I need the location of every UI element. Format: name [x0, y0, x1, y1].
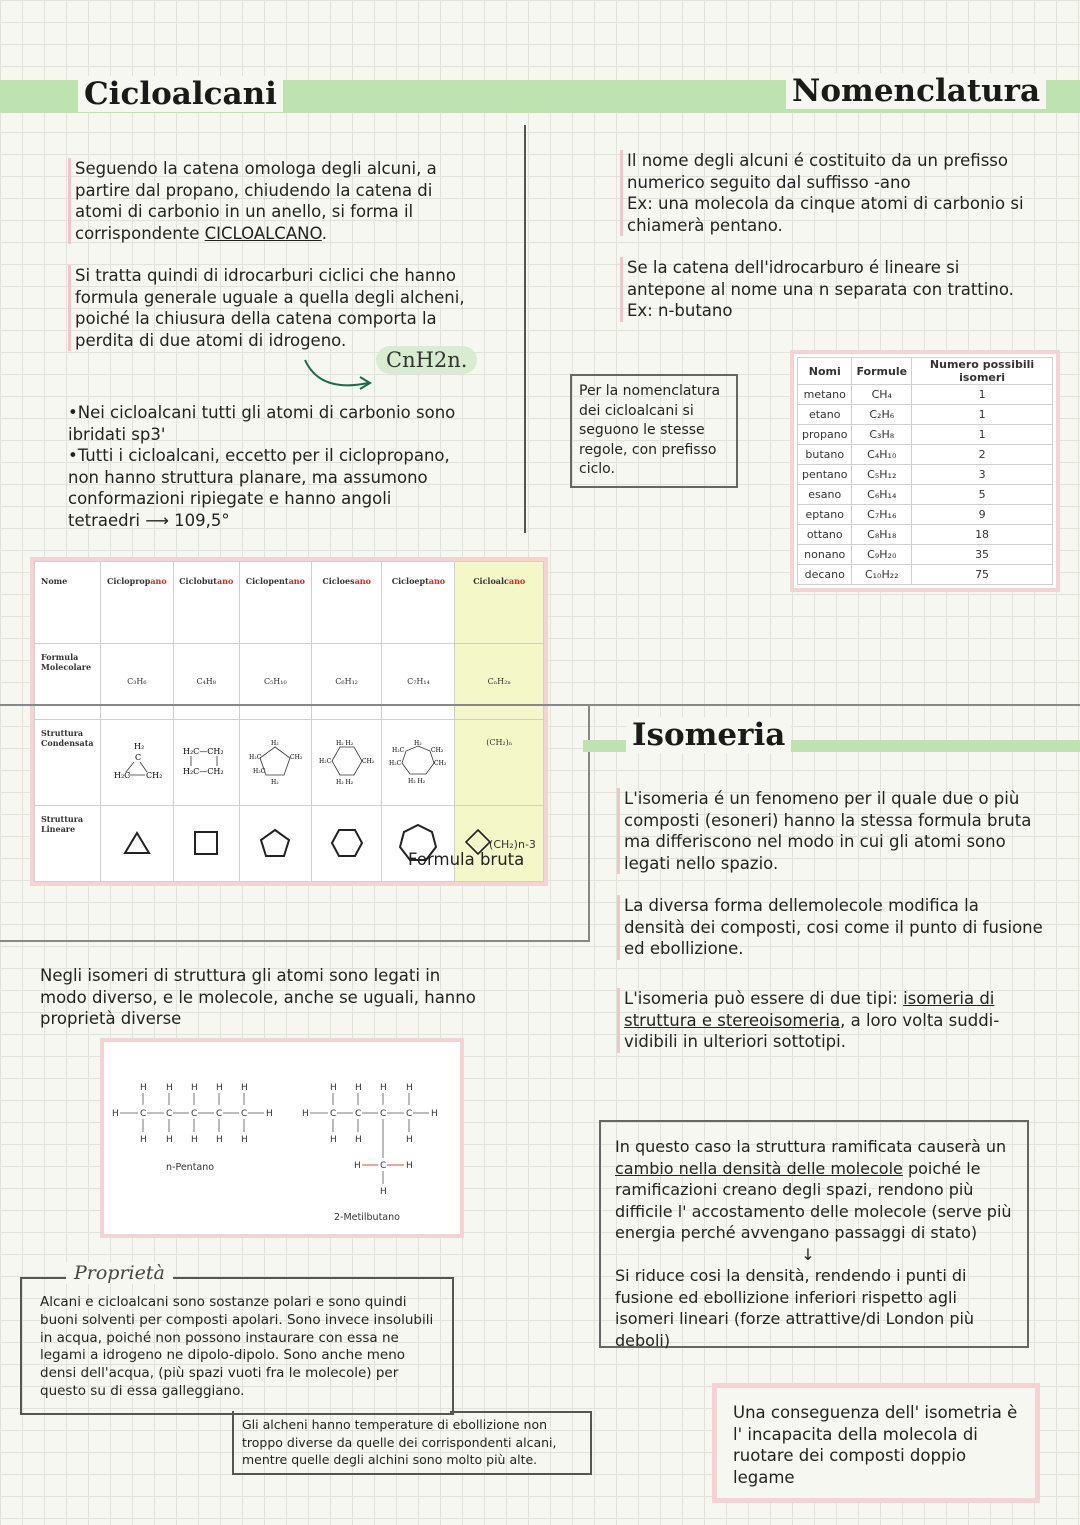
cyclo-name-5: Cicloalcano [455, 562, 544, 644]
alkane-name: propano [798, 425, 852, 445]
isometria-conseguenza-box: Una conseguenza dell' isometria è l' incapacita della molecola di ruotare dei composti doppio legame [712, 1383, 1040, 1503]
cyclo-formula-1: C₄H₈ [173, 644, 239, 720]
cicloalcani-intro [68, 158, 475, 244]
svg-text:H₂: H₂ [271, 778, 279, 786]
isomeria-frame-left [0, 704, 590, 942]
svg-text:H: H [380, 1187, 387, 1197]
cicloalcani-keyword: CICLOALCANO [204, 223, 322, 243]
row-header-formula: Formula Molecolare [35, 644, 101, 720]
isomeria-title: Isomeria [626, 717, 791, 753]
alkane-formula: C₇H₁₆ [852, 505, 912, 525]
svg-text:H₂: H₂ [271, 739, 279, 747]
alkane-isomers: 1 [912, 405, 1053, 425]
alkane-isomers: 2 [912, 445, 1053, 465]
alkane-formula: C₂H₆ [852, 405, 912, 425]
methylbutane-structure [302, 1083, 438, 1197]
svg-text:C: C [134, 752, 141, 762]
isomers-diagram [100, 1038, 464, 1238]
alcheni-text: Gli alcheni hanno temperature di ebollizione non troppo diverse da quelle dei corrispondenti alcani, mentre quelle degli alchini sono molto più alte. [242, 1417, 557, 1467]
svg-text:H: H [216, 1083, 223, 1093]
alkane-formula: C₃H₈ [852, 425, 912, 445]
alkane-isomers: 3 [912, 465, 1053, 485]
alkane-row [798, 465, 1053, 485]
svg-text:H₂C—CH₂: H₂C—CH₂ [183, 766, 224, 776]
svg-text:H: H [406, 1135, 413, 1145]
alkane-name: esano [798, 485, 852, 505]
svg-text:C: C [330, 1109, 337, 1119]
svg-text:H₂ H₂: H₂ H₂ [408, 777, 426, 785]
alkane-formula: C₁₀H₂₂ [852, 565, 912, 585]
cicloalcani-title: Cicloalcani [78, 76, 283, 112]
svg-text:CH₂: CH₂ [145, 770, 162, 780]
svg-text:C: C [406, 1109, 413, 1119]
isomeria-p2: La diversa forma dellemolecole modifica la densità dei composti, cosi come il punto di fusione ed ebollizione. [617, 895, 1044, 960]
svg-text:H: H [431, 1109, 438, 1119]
alkane-formula: C₆H₁₄ [852, 485, 912, 505]
cyclo-name-1: Ciclobutano [173, 562, 239, 644]
nomenclatura-p1: Il nome degli alcuni é costituito da un prefisso numerico seguito dal suffisso -ano [627, 151, 1008, 192]
svg-text:H: H [140, 1083, 147, 1093]
svg-text:C: C [355, 1109, 362, 1119]
col-header-nomi: Nomi [798, 358, 852, 385]
linear-general-label: (CH₂)n-3 [489, 838, 536, 851]
svg-text:CH₂: CH₂ [361, 757, 374, 765]
cyclo-formula-5: CₙH₂ₙ [455, 644, 544, 720]
svg-text:H: H [166, 1135, 173, 1145]
svg-text:H: H [241, 1135, 248, 1145]
alkane-row [798, 545, 1053, 565]
nomenclatura-p1-block [620, 150, 1027, 236]
alkane-row [798, 505, 1053, 525]
svg-text:C: C [216, 1109, 223, 1119]
alkane-name: etano [798, 405, 852, 425]
density-link: cambio nella densità delle molecole [615, 1158, 903, 1178]
proprieta-title: Proprietà [66, 1262, 173, 1284]
svg-text:H₂C: H₂C [389, 759, 402, 767]
cyclo-name-0: Ciclopropano [101, 562, 174, 644]
svg-text:H: H [330, 1135, 337, 1145]
svg-text:H₂C: H₂C [113, 770, 131, 780]
row-header-condensata: Struttura Condensata [35, 720, 101, 806]
cyclo-formula-3: C₆H₁₂ [311, 644, 382, 720]
col-header-formule: Formule [852, 358, 912, 385]
alkane-isomers: 1 [912, 425, 1053, 445]
svg-text:C: C [166, 1109, 173, 1119]
proprieta-text: Alcani e cicloalcani sono sostanze polari e sono quindi buoni solventi per composti apolari. Sono invece insolubili in acqua, poiché non possono instaurare con essa ne legami a idrogeno ne dipolo-dipolo. Sono anche meno densi dell'acqua, (più spazi vuoti fra le molecole) per questo su di essa galleggiano. [40, 1294, 434, 1399]
alkane-name: nonano [798, 545, 852, 565]
svg-text:H: H [216, 1135, 223, 1145]
svg-text:H: H [354, 1161, 361, 1171]
nomenclatura-cyclo-box: Per la nomenclatura dei cicloalcani si seguono le stesse regole, con prefisso ciclo. [570, 374, 738, 488]
alkane-isomers: 18 [912, 525, 1053, 545]
svg-text:C: C [380, 1109, 387, 1119]
svg-text:H: H [302, 1109, 309, 1119]
nomenclatura-p2-block [620, 257, 1027, 322]
cicloalcani-p1-end: . [321, 223, 328, 243]
svg-text:H₂ H₂: H₂ H₂ [335, 739, 353, 747]
cicloalcani-bullet-1: •Nei cicloalcani tutti gli atomi di carbonio sono ibridati sp3' [68, 403, 456, 444]
n-pentane-structure [112, 1083, 273, 1145]
cyclo-name-4: Cicloeptano [382, 562, 455, 644]
curved-arrow-icon [300, 355, 380, 395]
methylbutane-label: 2-Metilbutano [334, 1212, 400, 1223]
ramificata-start: In questo caso la struttura ramificata causerà un [615, 1137, 1007, 1156]
alkane-row [798, 485, 1053, 505]
cyclo-name-2: Ciclopentano [239, 562, 311, 644]
isomeria-p3-end: , a loro volta suddi-vidibili in ulteriori sottotipi. [624, 1010, 1000, 1051]
svg-text:H: H [191, 1135, 198, 1145]
nomenclatura-p2: Se la catena dell'idrocarburo é lineare si antepone al nome una n separata con trattino. [627, 258, 1014, 299]
alkane-name: eptano [798, 505, 852, 525]
isomeria-frame-top [588, 704, 1080, 706]
column-divider [524, 125, 526, 533]
svg-text:H₂ H₂: H₂ H₂ [335, 778, 353, 786]
nomenclatura-title: Nomenclatura [786, 73, 1046, 109]
alkane-isomers: 75 [912, 565, 1053, 585]
svg-text:H₂: H₂ [133, 741, 145, 751]
alkane-name: pentano [798, 465, 852, 485]
alkane-name: metano [798, 385, 852, 405]
alkane-row [798, 445, 1053, 465]
nomenclatura-p2b: Ex: n-butano [627, 301, 733, 320]
alkane-row [798, 425, 1053, 445]
alcheni-box-top [450, 1411, 590, 1413]
ramificata-mid: poiché le ramificazioni creano degli spazi, rendono più difficile l' accostamento delle molecole (serve più energia perché avvengano passaggi di stato) [615, 1158, 1012, 1242]
alkane-formula: C₉H₂₀ [852, 545, 912, 565]
isomeria-p1: L'isomeria é un fenomeno per il quale due o più composti (esoneri) hanno la stessa formula bruta ma differiscono nel modo in cui gli atomi sono legati nello spazio. [617, 788, 1044, 874]
svg-text:H: H [166, 1083, 173, 1093]
alkane-row [798, 565, 1053, 585]
svg-text:H₂C: H₂C [253, 767, 266, 775]
row-header-lineare: Struttura Lineare [35, 806, 101, 882]
alkane-isomers: 5 [912, 485, 1053, 505]
svg-text:H₂C: H₂C [392, 746, 405, 754]
svg-text:C: C [191, 1109, 198, 1119]
svg-text:H₂C: H₂C [249, 753, 262, 761]
svg-text:H₂C—CH₂: H₂C—CH₂ [183, 746, 224, 756]
alkane-formula: C₄H₁₀ [852, 445, 912, 465]
isomeria-p3-start: L'isomeria può essere di due tipi: [624, 989, 898, 1008]
svg-text:H: H [406, 1161, 413, 1171]
structural-isomers-text: Negli isomeri di struttura gli atomi sono legati in modo diverso, e le molecole, anche se uguali, hanno proprietà diverse [40, 966, 476, 1028]
cicloalcani-p1: Seguendo la catena omologa degli alcuni, a partire dal propano, chiudendo la catena di atomi di carbonio in un anello, si forma il corrispondente [75, 159, 437, 243]
svg-text:CH₂: CH₂ [434, 759, 447, 767]
svg-text:H₂: H₂ [414, 739, 423, 747]
cicloalcani-p2: Si tratta quindi di idrocarburi ciclici che hanno formula generale uguale a quella degli alcheni, poiché la chiusura della catena comporta la perdita di due atomi di idrogeno. [68, 265, 475, 351]
n-pentane-label: n-Pentano [166, 1162, 215, 1173]
isomeria-p3 [617, 988, 1024, 1053]
cyclo-formula-0: C₃H₆ [101, 644, 174, 720]
cicloalcani-bullet-2: •Tutti i cicloalcani, eccetto per il ciclopropano, non hanno struttura planare, ma assumono conformazioni ripiegate e hanno angoli tetraedri ⟶ 109,5° [68, 446, 450, 530]
alkane-formula: C₈H₁₈ [852, 525, 912, 545]
svg-text:H₂C: H₂C [318, 757, 331, 765]
svg-text:H: H [355, 1083, 362, 1093]
svg-text:H: H [112, 1109, 119, 1119]
alkane-formula: C₅H₁₂ [852, 465, 912, 485]
alkane-name: decano [798, 565, 852, 585]
alkane-formula: CH₄ [852, 385, 912, 405]
alkane-isomers: 9 [912, 505, 1053, 525]
svg-text:CH₂: CH₂ [431, 746, 444, 754]
alkane-isomers: 1 [912, 385, 1053, 405]
nomenclatura-p1b: Ex: una molecola da cinque atomi di carbonio si chiamerà pentano. [627, 194, 1024, 235]
svg-text:CH₂: CH₂ [290, 753, 303, 761]
cyclo-formula-4: C₇H₁₄ [382, 644, 455, 720]
isomeria-types-link: isomeria di struttura e stereoisomeria [624, 989, 995, 1030]
svg-text:C: C [380, 1161, 387, 1171]
cyclo-formula-2: C₅H₁₀ [239, 644, 311, 720]
svg-text:H: H [380, 1083, 387, 1093]
svg-text:C: C [140, 1109, 147, 1119]
svg-text:H: H [241, 1083, 248, 1093]
cyclo-name-3: Cicloesano [311, 562, 382, 644]
ramificata-box [599, 1120, 1029, 1348]
condensed-general: (CH₂)ₙ [455, 720, 544, 806]
table-caption: Formula bruta [408, 850, 525, 869]
alkane-name: ottano [798, 525, 852, 545]
ramificata-end: Si riduce cosi la densità, rendendo i punti di fusione ed ebollizione inferiori rispetto agli isomeri lineari (forze attrattive/di London più deboli) [615, 1266, 975, 1350]
alkane-row [798, 385, 1053, 405]
isomers-svg [104, 1042, 460, 1234]
down-arrow-icon: ↓ [801, 1244, 815, 1264]
svg-text:H: H [330, 1083, 337, 1093]
svg-text:H: H [191, 1083, 198, 1093]
alkane-isomers: 35 [912, 545, 1053, 565]
row-header-nome: Nome [35, 562, 101, 644]
col-header-isomeri: Numero possibili isomeri [912, 358, 1053, 385]
svg-text:H: H [406, 1083, 413, 1093]
alkane-row [798, 525, 1053, 545]
svg-text:H: H [266, 1109, 273, 1119]
svg-text:H: H [140, 1135, 147, 1145]
alkane-row [798, 405, 1053, 425]
alkane-isomer-table [790, 350, 1060, 592]
general-formula: CnH2n. [376, 346, 477, 374]
alkane-name: butano [798, 445, 852, 465]
svg-text:H: H [355, 1135, 362, 1145]
svg-text:C: C [241, 1109, 248, 1119]
